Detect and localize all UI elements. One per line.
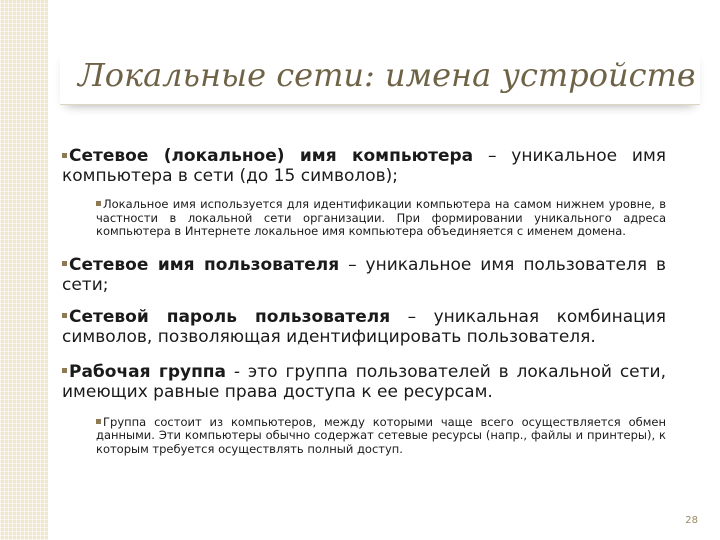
bullet-user-password xyxy=(62,307,666,347)
definition-user-password: – уникальная комбинация символов, позволяющая идентифицировать пользователя. xyxy=(62,306,666,347)
bullet-marker-icon xyxy=(96,201,101,206)
sub-bullet-local-name-text: Локальное имя используется для идентификации компьютера на самом нижнем уровне, в частности в локальной сети организации. При формировании уникального адреса компьютера в Интернете локальное имя компьютера объединяется с именем домена. xyxy=(96,197,666,238)
title-bar xyxy=(60,48,700,105)
bullet-user-name xyxy=(62,255,666,295)
slide-title: Локальные сети: имена устройств xyxy=(78,56,696,94)
term-workgroup: Рабочая группа xyxy=(69,361,227,382)
bullet-marker-icon xyxy=(62,313,67,318)
term-user-password: Сетевой пароль пользователя xyxy=(69,306,391,327)
bullet-computer-name xyxy=(62,146,666,186)
term-computer-name: Сетевое (локальное) имя компьютера xyxy=(69,146,474,166)
bullet-marker-icon xyxy=(62,153,67,158)
bullet-marker-icon xyxy=(96,419,101,424)
sub-bullet-workgroup-text: Группа состоит из компьютеров, между которыми чаще всего осуществляется обмен данными. Эти компьютеры обычно содержат сетевые ресурсы (напр., файлы и принтеры), к которым требуется осуществлять полный доступ. xyxy=(96,414,666,456)
definition-computer-name: – уникальное имя компьютера в сети (до 15 символов); xyxy=(62,146,666,186)
term-user-name: Сетевое имя пользователя xyxy=(69,254,340,275)
bullet-marker-icon xyxy=(62,368,67,373)
page-number: 28 xyxy=(685,515,698,526)
sub-bullet-workgroup xyxy=(96,416,666,457)
slide-content xyxy=(62,146,666,456)
decorative-side-strip xyxy=(0,0,48,540)
bullet-workgroup xyxy=(62,362,666,402)
sub-bullet-local-name xyxy=(96,198,666,239)
definition-user-name: – уникальное имя пользователя в сети; xyxy=(62,254,667,295)
bullet-marker-icon xyxy=(62,261,67,266)
definition-workgroup: - это группа пользователей в локальной сети, имеющих равные права доступа к ее ресурсам. xyxy=(62,361,666,402)
